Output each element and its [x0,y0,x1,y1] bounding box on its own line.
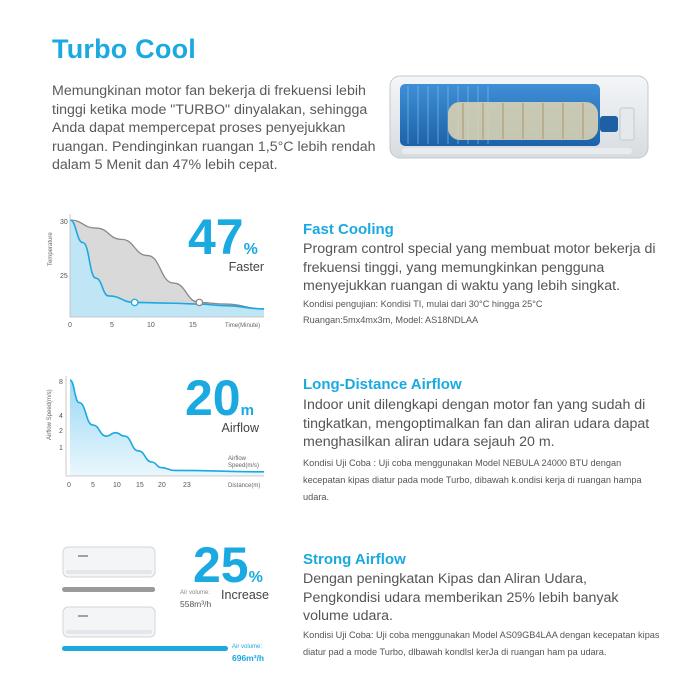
test-condition-line2: Ruangan:5mx4mx3m, Model: AS18NDLAA [303,315,479,325]
air-volume-value-turbo: 696m³/h [232,653,265,663]
x-axis-label: Distance(m) [228,483,261,489]
x-tick-10: 10 [113,482,121,489]
turbo-on-point [131,299,137,305]
air-volume-bar-turbo [62,645,228,653]
stat-47-faster [188,209,270,274]
section-description-strong-airflow: Dengan peningkatan Kipas dan Aliran Udara, Pengkondisi udara memberikan 25% lebih banyak volume udara. [303,571,619,625]
y-tick-2: 2 [59,428,63,435]
air-volume-value-standard: 558m³/h [180,599,212,609]
x-tick-0: 0 [67,482,71,489]
turbo-off-point [196,299,202,305]
stat-unit: % [243,241,258,258]
stat-caption: Increase [221,588,269,602]
stat-value: 25 [193,537,249,593]
air-volume-label-turbo: Air volume: [232,644,263,650]
stat-25-increase [193,537,273,602]
x-tick-0: 0 [68,322,72,329]
stat-unit: % [248,569,263,586]
y-tick-25: 25 [60,273,68,280]
intro-text: Memungkinan motor fan bekerja di frekuensi lebih tinggi ketika mode "TURBO" dinyalakan, sehingga Anda dapat mempercepat proses penyejukkan ruangan. Pendinginkan ruangan 1,5°C lebih rendah dalam 5 Menit dan 47% lebih cepat. [52,83,376,173]
x-tick-5: 5 [91,482,95,489]
x-tick-15: 15 [189,322,197,329]
x-tick-23: 23 [183,482,191,489]
page-title: Turbo Cool [52,34,196,64]
y-axis-label: Airflow Speed(m/s) [47,389,53,440]
section-heading-fast-cooling: Fast Cooling [303,221,394,238]
test-condition-airflow: Kondisi Uji Coba : Uji coba menggunakan Model NEBULA 24000 BTU dengan kecepatan kipas diatur pada mode Turbo, dibawah k.ondisi kerja di ruangan hampa udara. [303,458,642,502]
stat-20m-airflow [185,370,271,435]
test-condition-line1: Kondisi pengujian: Kondisi TI, mulai dari 30°C hingga 25°C [303,299,543,309]
test-condition-strong-airflow: Kondisi Uji Coba: Uji coba menggunakan Model AS09GB4LAA dengan kecepatan kipas diatur pad a mode Turbo, dlbawah kondlsl kerJa di ruangan ham pa udara. [303,630,660,657]
ac-indoor-unit-image [388,72,650,162]
stat-value: 20 [185,370,241,426]
section-description-long-distance-airflow: Indoor unit dilengkapi dengan motor fan yang sudah di tingkatkan, mengoptimalkan fan dan aliran udara dapat menghasilkan aliran udara sejauh 20 m. [303,397,650,451]
section-heading-strong-airflow: Strong Airflow [303,551,406,568]
air-volume-label-standard: Air volume: [180,590,211,596]
section-description-fast-cooling: Program control special yang membuat motor bekerja di frekuensi tinggi, yang memungkinkan pengguna menyejukkan ruangan di waktu yang lebih singkat. [303,241,656,295]
ac-unit-standard-image [62,546,156,580]
ac-unit-turbo-image [62,606,156,640]
stat-caption: Airflow [221,421,259,435]
x-tick-5: 5 [110,322,114,329]
y-tick-8: 8 [59,379,63,386]
stat-value: 47 [188,209,244,265]
x-tick-15: 15 [136,482,144,489]
y-tick-4: 4 [59,413,63,420]
air-volume-bar-standard [62,586,178,594]
y-tick-1: 1 [59,445,63,452]
stat-caption: Faster [228,260,264,274]
y-axis-label: Temperature [48,232,54,266]
section-heading-long-distance-airflow: Long-Distance Airflow [303,376,462,393]
x-tick-20: 20 [158,482,166,489]
x-tick-10: 10 [147,322,155,329]
y-tick-30: 30 [60,219,68,226]
legend-label: Airflow Speed(m/s) [228,456,260,469]
x-axis-label: Time(Minute) [225,323,261,329]
stat-unit: m [240,402,254,419]
